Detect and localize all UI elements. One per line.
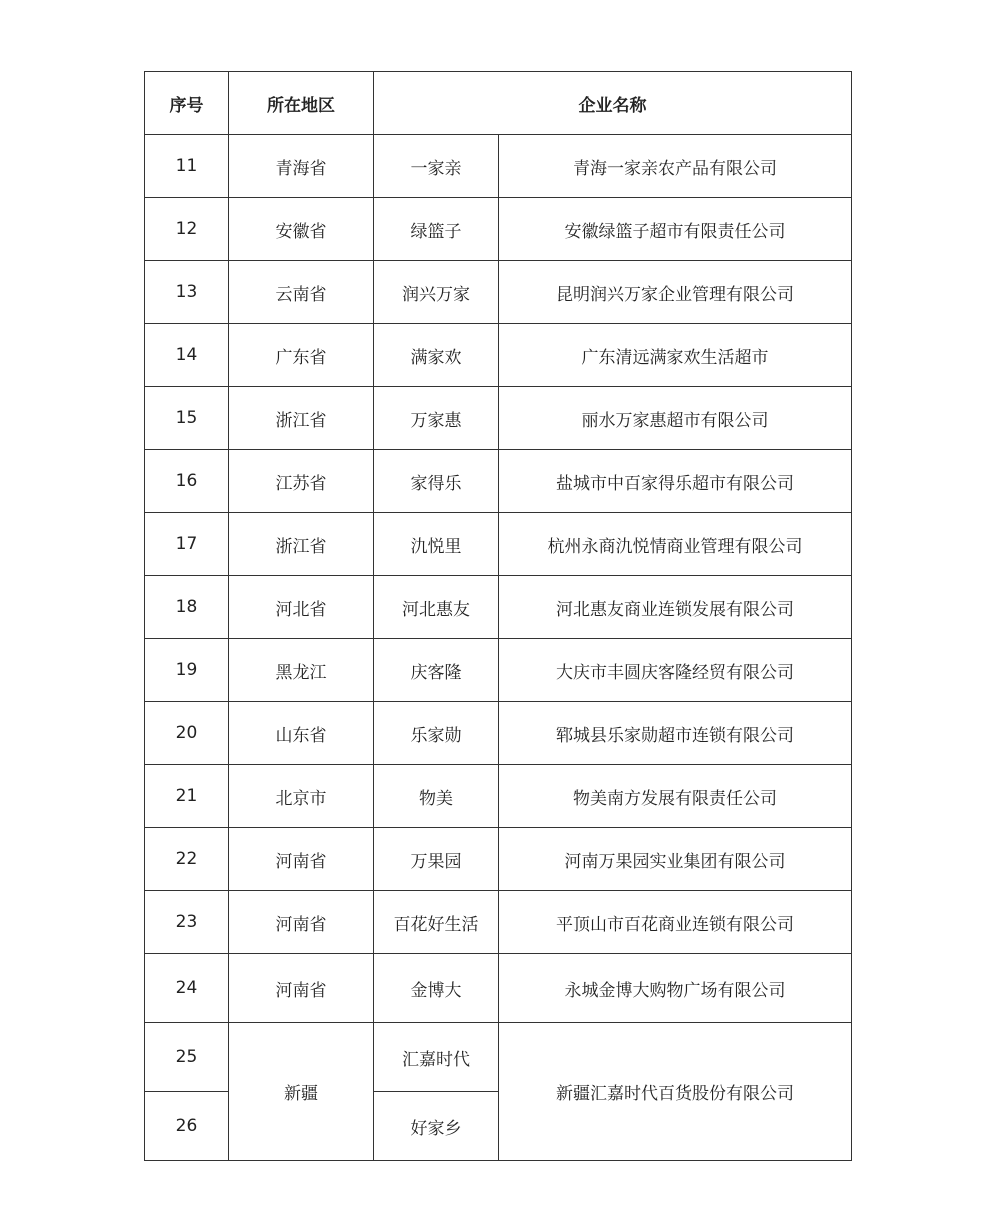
cell-region: 河南省	[229, 954, 374, 1023]
cell-region-merged: 新疆	[229, 1023, 374, 1161]
cell-company: 盐城市中百家得乐超市有限公司	[499, 450, 852, 513]
cell-serial-number: 15	[145, 387, 229, 450]
table-row	[145, 954, 852, 1023]
cell-brand: 绿篮子	[374, 198, 499, 261]
cell-region: 云南省	[229, 261, 374, 324]
cell-serial-number: 19	[145, 639, 229, 702]
cell-company: 永城金博大购物广场有限公司	[499, 954, 852, 1023]
table-row	[145, 387, 852, 450]
table-row	[145, 261, 852, 324]
table-row	[145, 891, 852, 954]
cell-brand: 满家欢	[374, 324, 499, 387]
cell-serial-number: 14	[145, 324, 229, 387]
cell-company: 青海一家亲农产品有限公司	[499, 135, 852, 198]
cell-serial-number: 11	[145, 135, 229, 198]
table-row	[145, 135, 852, 198]
cell-brand: 氿悦里	[374, 513, 499, 576]
header-serial-number: 序号	[145, 72, 229, 135]
cell-serial-number: 21	[145, 765, 229, 828]
cell-brand: 汇嘉时代	[374, 1023, 499, 1092]
cell-company-merged: 新疆汇嘉时代百货股份有限公司	[499, 1023, 852, 1161]
cell-serial-number: 26	[145, 1092, 229, 1161]
cell-region: 河南省	[229, 891, 374, 954]
cell-region: 山东省	[229, 702, 374, 765]
table-row	[145, 198, 852, 261]
cell-region: 浙江省	[229, 387, 374, 450]
header-company-name: 企业名称	[374, 72, 852, 135]
table-body	[145, 135, 852, 1161]
cell-company: 杭州永商氿悦情商业管理有限公司	[499, 513, 852, 576]
table-row	[145, 513, 852, 576]
cell-brand: 万果园	[374, 828, 499, 891]
cell-serial-number: 24	[145, 954, 229, 1023]
cell-company: 大庆市丰圆庆客隆经贸有限公司	[499, 639, 852, 702]
cell-serial-number: 12	[145, 198, 229, 261]
table-row	[145, 324, 852, 387]
cell-brand: 家得乐	[374, 450, 499, 513]
cell-company: 安徽绿篮子超市有限责任公司	[499, 198, 852, 261]
table-row	[145, 702, 852, 765]
cell-region: 安徽省	[229, 198, 374, 261]
cell-serial-number: 23	[145, 891, 229, 954]
cell-brand: 庆客隆	[374, 639, 499, 702]
header-region: 所在地区	[229, 72, 374, 135]
cell-region: 北京市	[229, 765, 374, 828]
cell-company: 河南万果园实业集团有限公司	[499, 828, 852, 891]
cell-brand: 一家亲	[374, 135, 499, 198]
cell-serial-number: 16	[145, 450, 229, 513]
cell-region: 黑龙江	[229, 639, 374, 702]
cell-brand: 物美	[374, 765, 499, 828]
cell-region: 江苏省	[229, 450, 374, 513]
cell-company: 昆明润兴万家企业管理有限公司	[499, 261, 852, 324]
cell-serial-number: 22	[145, 828, 229, 891]
cell-brand: 乐家勋	[374, 702, 499, 765]
cell-serial-number: 18	[145, 576, 229, 639]
cell-serial-number: 13	[145, 261, 229, 324]
cell-company: 郓城县乐家勋超市连锁有限公司	[499, 702, 852, 765]
table-row	[145, 576, 852, 639]
table-row	[145, 450, 852, 513]
cell-region: 河南省	[229, 828, 374, 891]
cell-serial-number: 17	[145, 513, 229, 576]
cell-brand: 万家惠	[374, 387, 499, 450]
cell-brand: 好家乡	[374, 1092, 499, 1161]
cell-serial-number: 25	[145, 1023, 229, 1092]
company-table	[144, 71, 852, 1161]
cell-company: 丽水万家惠超市有限公司	[499, 387, 852, 450]
table-row	[145, 639, 852, 702]
cell-brand: 金博大	[374, 954, 499, 1023]
cell-company: 河北惠友商业连锁发展有限公司	[499, 576, 852, 639]
table-row	[145, 765, 852, 828]
cell-region: 青海省	[229, 135, 374, 198]
table-header-row	[145, 72, 852, 135]
cell-serial-number: 20	[145, 702, 229, 765]
cell-company: 平顶山市百花商业连锁有限公司	[499, 891, 852, 954]
cell-region: 广东省	[229, 324, 374, 387]
cell-region: 浙江省	[229, 513, 374, 576]
cell-region: 河北省	[229, 576, 374, 639]
table-row	[145, 1023, 852, 1092]
cell-brand: 河北惠友	[374, 576, 499, 639]
table-row	[145, 828, 852, 891]
cell-company: 广东清远满家欢生活超市	[499, 324, 852, 387]
cell-brand: 百花好生活	[374, 891, 499, 954]
cell-company: 物美南方发展有限责任公司	[499, 765, 852, 828]
cell-brand: 润兴万家	[374, 261, 499, 324]
